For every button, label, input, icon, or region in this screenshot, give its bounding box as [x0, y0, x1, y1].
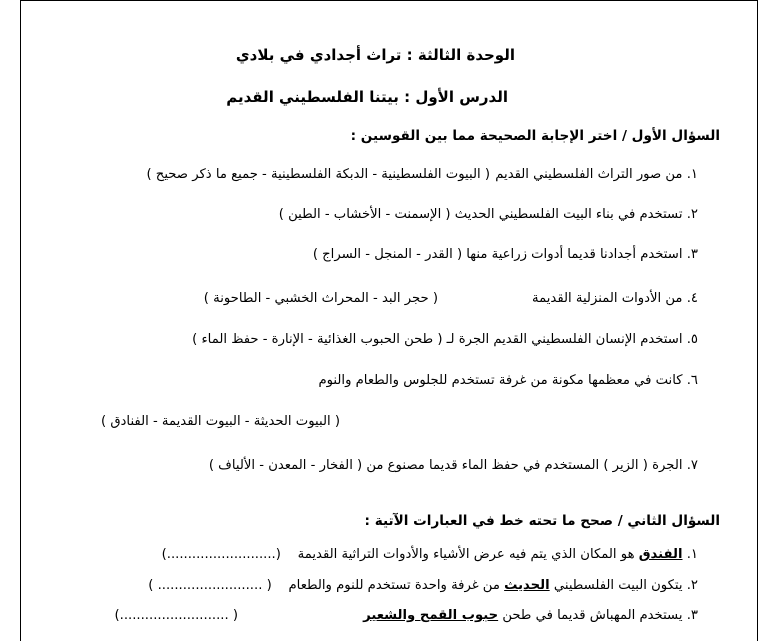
q1-item-3 — [313, 246, 698, 264]
q1-item-1-text: من صور التراث الفلسطيني القديم — [495, 167, 683, 182]
q2-item-1-number: ١. — [686, 547, 698, 562]
q1-item-2-text: تستخدم في بناء البيت الفلسطيني الحديث ( الإسمنت - الأخشاب - الطين ) — [278, 207, 683, 222]
q1-item-6-options: ( البيوت الحديثة - البيوت القديمة - الفنادق ) — [100, 414, 340, 429]
q1-item-4-options: ( حجر البد - المحراث الخشبي - الطاحونة ) — [203, 291, 438, 306]
q1-item-4 — [532, 290, 698, 308]
q2-item-1-answer-blank: (..........................) — [161, 547, 281, 562]
q1-item-5 — [192, 331, 698, 349]
q1-item-5-text: استخدم الإنسان الفلسطيني القديم الجرة لـ ( طحن الحبوب الغذائية - الإنارة - حفظ الماء ) — [192, 332, 683, 347]
q2-item-2-text-before: يتكون البيت الفلسطيني — [553, 578, 683, 593]
q2-item-3-underlined: حبوب القمح والشعير — [363, 608, 499, 623]
q2-item-3-text-before: يستخدم المهباش قديما في طحن — [502, 608, 683, 623]
q2-item-2-number: ٢. — [686, 578, 698, 593]
q2-item-2 — [148, 577, 698, 595]
q1-item-6 — [318, 372, 698, 390]
q1-item-1 — [495, 166, 698, 184]
q1-item-2 — [279, 206, 698, 224]
q2-item-3-answer-blank: ( ..........................) — [114, 608, 238, 623]
q1-item-7 — [209, 457, 698, 475]
q2-item-1-underlined: الفندق — [638, 547, 683, 562]
lesson-title: الدرس الأول : بيتنا الفلسطيني القديم — [226, 88, 508, 106]
q2-item-3-number: ٣. — [686, 608, 698, 623]
q1-item-3-text: استخدم أجدادنا قديما أدوات زراعية منها ( القدر - المنجل - السراج ) — [312, 247, 683, 262]
q1-item-7-number: ٧. — [686, 458, 698, 473]
q2-heading: السؤال الثاني / صحح ما تحته خط في العبارات الآتية : — [364, 513, 720, 529]
q2-item-3 — [363, 607, 698, 625]
q1-item-5-number: ٥. — [686, 332, 698, 347]
q2-item-1 — [162, 546, 698, 564]
q2-item-2-underlined: الحديث — [504, 578, 550, 593]
q1-item-3-number: ٣. — [686, 247, 698, 262]
q1-heading: السؤال الأول / اختر الإجابة الصحيحة مما بين القوسين : — [350, 128, 720, 144]
q1-item-2-number: ٢. — [686, 207, 698, 222]
q1-item-1-number: ١. — [686, 167, 698, 182]
q1-item-4-number: ٤. — [686, 291, 698, 306]
q1-item-4-text: من الأدوات المنزلية القديمة — [532, 291, 683, 306]
q2-item-2-answer-blank: ( ......................... ) — [148, 578, 272, 593]
q2-item-2-text: من غرفة واحدة تستخدم للنوم والطعام — [288, 578, 500, 593]
q1-item-1-options: ( البيوت الفلسطينية - الدبكة الفلسطينية - جميع ما ذكر صحيح ) — [146, 167, 490, 182]
q2-item-1-text: هو المكان الذي يتم فيه عرض الأشياء والأدوات التراثية القديمة — [297, 547, 635, 562]
unit-title: الوحدة الثالثة : تراث أجدادي في بلادي — [235, 46, 515, 64]
q1-item-6-number: ٦. — [686, 373, 698, 388]
q1-item-7-text: الجرة ( الزير ) المستخدم في حفظ الماء قديما مصنوع من ( الفخار - المعدن - الألياف ) — [208, 458, 683, 473]
q1-item-6-text: كانت في معظمها مكونة من غرفة تستخدم للجلوس والطعام والنوم — [318, 373, 683, 388]
